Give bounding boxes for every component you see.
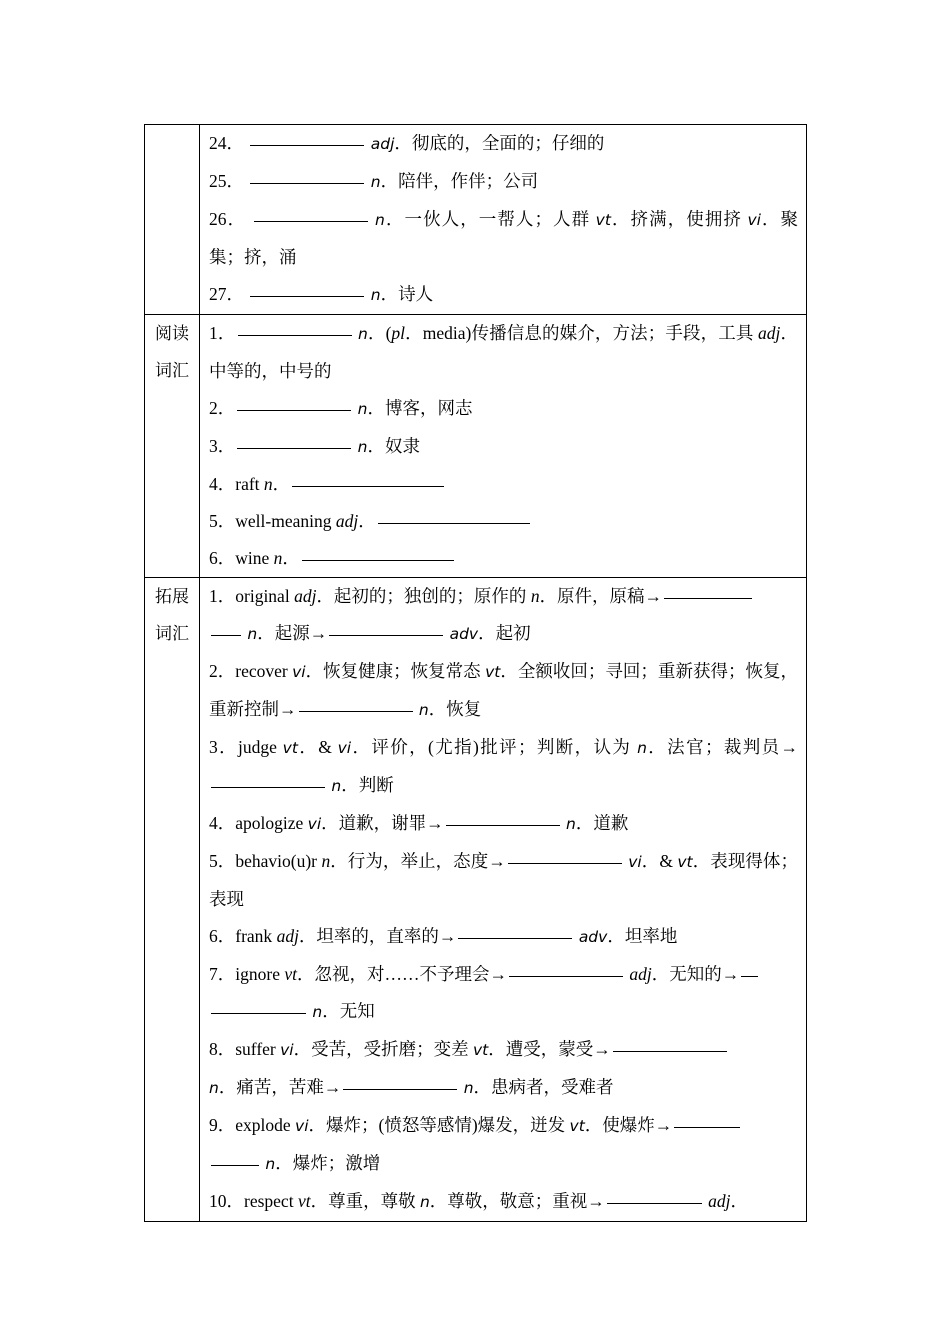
vocab-item-1: 1． n．(pl．media)传播信息的媒介，方法；手段，工具 adj．中等的，中号的 [209, 323, 798, 381]
answer-blank[interactable] [509, 975, 623, 977]
ext-item-5: 5．behavio(u)r n．行为，举止，态度→ vi．& vt．表现得体；表现 [209, 851, 798, 909]
vocabulary-table [144, 124, 807, 1222]
answer-blank[interactable] [237, 409, 351, 411]
answer-blank[interactable] [292, 485, 444, 487]
ext-item-1-line1: 1．original adj．起初的；独创的；原作的 n．原件，原稿→ [209, 578, 798, 615]
category-label-line2: 词汇 [155, 361, 189, 380]
vocab-item-5: 5．well-meaning adj． [209, 503, 798, 540]
vocab-item-26: 26． n．一伙人，一帮人；人群 vt．挤满，使拥挤 vi．聚集；挤，涌 [209, 209, 799, 267]
ext-item-3: 3．judge vt．& vi．评价，(尤指)批评；判断，认为 n．法官；裁判员→ n．判断 [209, 737, 798, 795]
answer-blank-cont [211, 1164, 259, 1166]
ext-item-4: 4．apologize vi．道歉，谢罪→ n．道歉 [209, 813, 629, 833]
answer-blank[interactable] [329, 634, 443, 636]
answer-blank[interactable] [237, 447, 351, 449]
vocab-item-25: 25． n．陪伴，作伴；公司 [209, 171, 539, 191]
category-cell-extended [145, 578, 200, 1222]
table-row-reading-vocab [145, 315, 807, 578]
category-cell-empty [145, 125, 200, 315]
ext-item-6: 6．frank adj．坦率的，直率的→ adv．坦率地 [209, 926, 678, 946]
answer-blank[interactable] [250, 295, 364, 297]
answer-blank[interactable] [664, 597, 752, 599]
ext-item-7-line2: n．无知 [209, 993, 798, 1031]
category-label-line2: 词汇 [155, 624, 189, 643]
ext-item-9-line1: 9．explode vi．爆炸；(愤怒等感情)爆发，迸发 vt．使爆炸→ [209, 1107, 798, 1145]
items-cell [200, 315, 807, 578]
ext-item-10: 10．respect vt．尊重，尊敬 n．尊敬，敬意；重视→ adj． [209, 1191, 749, 1211]
table-row-continued [145, 125, 807, 315]
category-cell-reading [145, 315, 200, 578]
answer-blank[interactable] [254, 220, 368, 222]
answer-blank[interactable] [607, 1202, 702, 1204]
answer-blank[interactable] [378, 522, 530, 524]
answer-blank[interactable] [446, 824, 560, 826]
items-cell [200, 125, 807, 315]
answer-blank[interactable] [238, 334, 352, 336]
answer-blank[interactable] [250, 182, 364, 184]
category-label-line1: 阅读 [155, 324, 189, 343]
answer-blank[interactable] [302, 559, 454, 561]
answer-blank[interactable] [343, 1088, 457, 1090]
table-row-extended-vocab [145, 578, 807, 1222]
ext-item-2: 2．recover vi．恢复健康；恢复常态 vt．全额收回；寻回；重新获得；恢复，重新控制→ n．恢复 [209, 661, 798, 719]
answer-blank[interactable] [741, 975, 758, 977]
vocab-item-24: 24． adj．彻底的，全面的；仔细的 [209, 133, 605, 153]
answer-blank[interactable] [508, 862, 622, 864]
ext-item-7-line1: 7．ignore vt．忽视，对……不予理会→ adj．无知的→ [209, 956, 798, 993]
answer-blank[interactable] [211, 786, 325, 788]
answer-blank[interactable] [250, 144, 364, 146]
vocab-item-4: 4．raft n． [209, 466, 798, 503]
vocab-item-6: 6．wine n． [209, 540, 798, 577]
vocab-item-27: 27． n．诗人 [209, 284, 434, 304]
answer-blank[interactable] [299, 710, 413, 712]
ext-item-9-line2: n．爆炸；激增 [209, 1145, 798, 1183]
answer-blank-cont [211, 634, 241, 636]
ext-item-1-line2: n．起源→ adv．起初 [209, 615, 798, 653]
vocab-item-3: 3． n．奴隶 [209, 436, 420, 456]
items-cell [200, 578, 807, 1222]
vocab-item-2: 2． n．博客，网志 [209, 398, 473, 418]
ext-item-8-line2: n．痛苦，苦难→ n．患病者，受难者 [209, 1077, 614, 1097]
answer-blank[interactable] [674, 1126, 740, 1128]
answer-blank-cont [211, 1012, 306, 1014]
ext-item-8-line1: 8．suffer vi．受苦，受折磨；变差 vt．遭受，蒙受→ [209, 1031, 798, 1069]
category-label-line1: 拓展 [155, 587, 189, 606]
answer-blank[interactable] [458, 937, 572, 939]
answer-blank[interactable] [613, 1050, 727, 1052]
